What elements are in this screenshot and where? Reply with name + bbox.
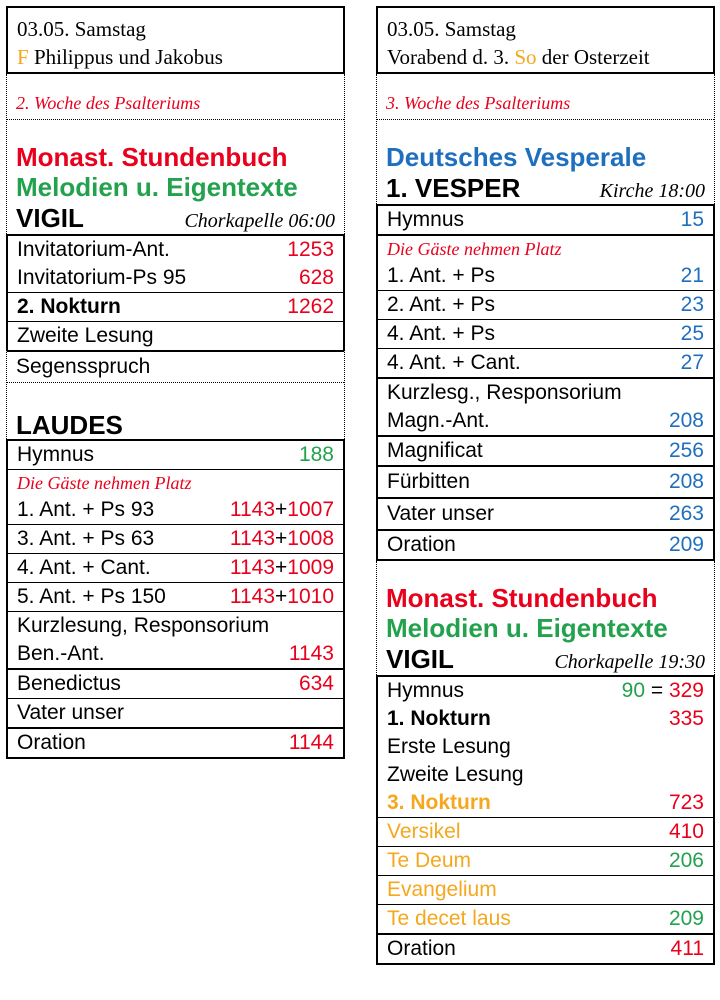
list-item: Magn.-Ant. 208 <box>387 409 704 432</box>
book-title-stundenbuch: Monast. Stundenbuch <box>386 583 658 613</box>
vigil-list <box>6 234 345 350</box>
list-item: Kurzlesg., Responsorium <box>378 377 713 407</box>
hour-place: Chorkapelle 19:30 <box>554 651 705 673</box>
hour-name: 1. VESPER <box>386 173 521 203</box>
left-header-area <box>6 74 345 234</box>
list-item: 5. Ant. + Ps 150 1143+1010 <box>8 582 343 611</box>
hour-place: Kirche 18:00 <box>599 180 705 202</box>
list-item: Zweite Lesung <box>8 321 343 350</box>
list-item: Fürbitten 208 <box>378 465 713 497</box>
book-title-vesperale: Deutsches Vesperale <box>386 142 647 172</box>
list-item: 4. Ant. + Ps 25 <box>378 319 713 348</box>
hour-place: Chorkapelle 06:00 <box>184 210 335 232</box>
date-line: 03.05. Samstag <box>17 17 146 41</box>
feast-line <box>17 43 334 71</box>
vigil-list <box>376 675 715 965</box>
list-item: 1. Ant. + Ps 93 1143+1007 <box>17 498 334 521</box>
psalter-week: 3. Woche des Psalteriums <box>377 86 714 120</box>
list-item: Magnificat 256 <box>378 435 713 465</box>
vesper-header <box>377 172 714 204</box>
list-item: Hymnus 188 <box>17 443 334 466</box>
vigil-header <box>7 202 344 234</box>
list-item: 2. Ant. + Ps 23 <box>378 290 713 319</box>
list-item: Benedictus 634 <box>8 668 343 698</box>
vorabend-line: Vorabend d. 3. So der Osterzeit <box>387 45 650 69</box>
date-box <box>376 6 715 74</box>
list-item: Hymnus 15 <box>387 208 704 231</box>
left-column <box>6 6 345 759</box>
hour-name: VIGIL <box>16 203 84 233</box>
list-item: Kurzlesung, Responsorium <box>8 611 343 640</box>
list-item: 1. Nokturn 335 <box>387 707 704 730</box>
segen-area <box>6 350 345 439</box>
list-item: 1. Ant. + Ps 21 <box>387 264 704 287</box>
book-title-melodien: Melodien u. Eigentexte <box>386 613 668 643</box>
list-item: 3. Ant. + Ps 63 1143+1008 <box>8 524 343 553</box>
list-item: 3. Nokturn 723 <box>387 791 704 814</box>
list-item: Te Deum 206 <box>378 846 713 875</box>
book-title-melodien: Melodien u. Eigentexte <box>16 172 298 202</box>
hour-name: LAUDES <box>16 410 123 440</box>
list-item: Zweite Lesung <box>387 763 524 786</box>
laudes-list <box>6 439 345 759</box>
date-line: 03.05. Samstag <box>387 17 516 41</box>
guest-note: Die Gäste nehmen Platz <box>8 469 343 496</box>
list-item: Vater unser <box>8 698 343 727</box>
guest-note: Die Gäste nehmen Platz <box>378 234 713 262</box>
date-box <box>6 6 345 74</box>
list-item: Versikel 410 <box>378 817 713 846</box>
list-item: Hymnus 90 = 329 <box>387 679 704 702</box>
list-item: 4. Ant. + Cant. 27 <box>378 348 713 377</box>
feast-name: Philippus und Jakobus <box>33 45 223 69</box>
feast-letter: F <box>17 45 29 69</box>
book-title-stundenbuch: Monast. Stundenbuch <box>16 142 288 172</box>
right-header-area <box>376 74 715 204</box>
list-item: Ben.-Ant. 1143 <box>17 642 334 665</box>
list-item: Invitatorium-Ant. 1253 <box>17 238 334 261</box>
list-item: Te decet laus 209 <box>378 904 713 933</box>
list-item: Evangelium <box>378 875 713 904</box>
laudes-header <box>7 409 344 439</box>
list-item: 2. Nokturn 1262 <box>8 292 343 321</box>
list-item: 4. Ant. + Cant. 1143+1009 <box>8 553 343 582</box>
list-item: Oration 209 <box>378 529 713 559</box>
list-item: Erste Lesung <box>387 735 511 758</box>
list-item: Oration 411 <box>378 933 713 963</box>
right-column <box>376 6 715 965</box>
vesper-list <box>376 204 715 561</box>
segensspruch: Segensspruch <box>16 355 151 378</box>
right-vigil-header-area <box>376 561 715 675</box>
list-item: Vater unser 263 <box>378 497 713 529</box>
hour-name: VIGIL <box>386 644 454 674</box>
vigil-header <box>377 643 714 675</box>
list-item: Oration 1144 <box>8 727 343 757</box>
psalter-week: 2. Woche des Psalteriums <box>7 86 344 120</box>
list-item: Invitatorium-Ps 95 628 <box>17 266 334 289</box>
